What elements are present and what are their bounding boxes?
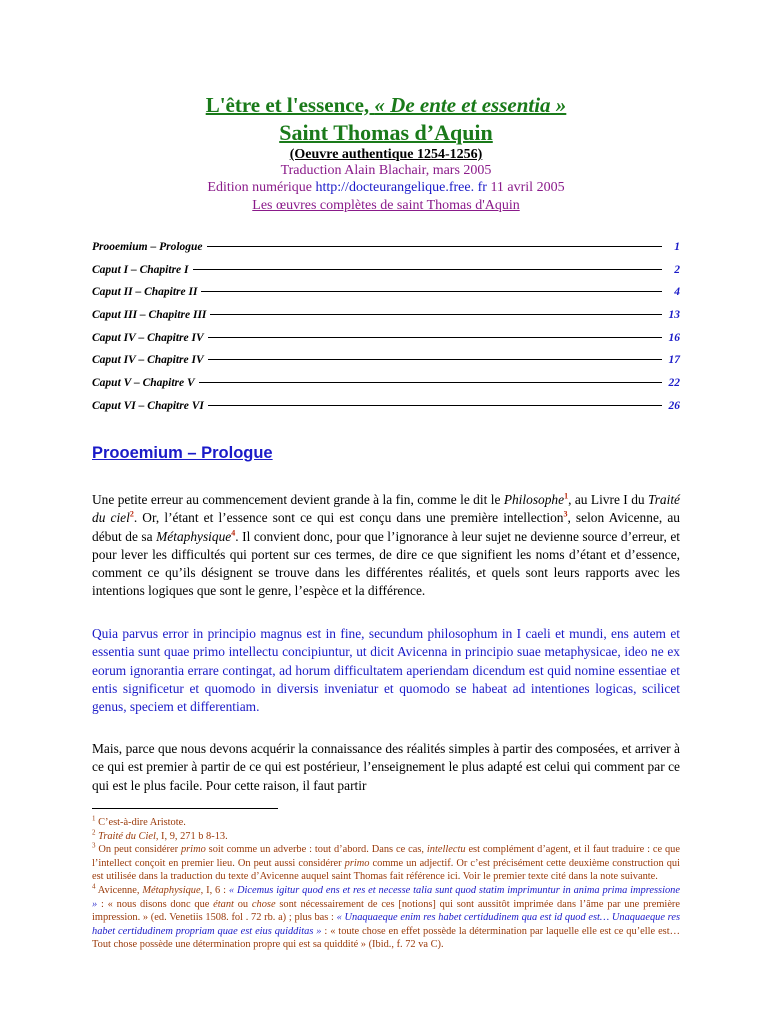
toc-entry[interactable] xyxy=(92,264,680,287)
toc-leader xyxy=(193,269,663,270)
footnotes xyxy=(92,816,680,952)
toc-leader xyxy=(208,337,662,338)
title-latin: « De ente et essentia » xyxy=(374,93,567,117)
author-title: Saint Thomas d’Aquin xyxy=(279,120,493,145)
toc-page[interactable]: 26 xyxy=(668,399,680,412)
footnote-ref[interactable]: 1 xyxy=(564,491,569,501)
paragraph-french-2: Mais, parce que nous devons acquérir la connaissance des réalités simples à partir des composées, et arriver à ce qui est premier à partir de ce qui est postérieur, l’enseignement le plus adapté est celui qui comment par ce qui est le plus facile. Pour cette raison, il faut partir xyxy=(92,741,680,793)
toc-page[interactable]: 1 xyxy=(674,241,680,253)
footnote-text: ou xyxy=(233,898,252,910)
footnote-1 xyxy=(92,816,680,830)
toc-entry[interactable] xyxy=(92,309,680,332)
footnote-ref[interactable]: 3 xyxy=(563,509,568,519)
footnote-3 xyxy=(92,843,680,884)
document-title xyxy=(92,92,680,118)
complete-works-link[interactable]: Les œuvres complètes de saint Thomas d'Aquin xyxy=(252,198,520,213)
section-heading: Prooemium – Prologue xyxy=(92,444,273,462)
paragraph-latin: Quia parvus error in principio magnus est in fine, secundum philosophum in I caeli et mundi, ens autem et essentia sunt quae primo intellectu concipiuntur, ut dicit Avicenna in principio suae metaphysicae, ideo ne ex eorum ignorantia errare contingat, ad horum difficultatem aperiendam dicendum est quid nomine essentiae et entis significetur et quomodo in diversis inveniatur et quomodo se habeat ad intentiones logicas, scilicet genus, speciem et differentiam. xyxy=(92,626,680,715)
footnote-text: est complément d’agent, et il faut traduire : ce que l’intellect conçoit en premier lieu. On peut aussi considérer xyxy=(92,844,680,869)
toc-leader xyxy=(208,405,662,406)
edition-date: 11 avril 2005 xyxy=(486,180,565,195)
footnote-text: comme un adjectif. Or c’est précisément cette deuxième construction qui est utilisée dans la traduction du texte d’Avicenne auquel saint Thomas fait référence ici. Voir le premier texte cité dans la note suivante. xyxy=(92,857,680,883)
toc-label: Caput IV – Chapitre IV xyxy=(92,331,204,344)
toc-label: Caput I – Chapitre I xyxy=(92,263,189,276)
footnote-ref[interactable]: 4 xyxy=(231,528,236,538)
footnote-number: 2 xyxy=(92,828,96,837)
toc-entry[interactable] xyxy=(92,400,680,423)
footnote-italic: Métaphysique xyxy=(142,884,201,896)
footnote-text: sont nécessairement de ces [notions] qui sont aussitôt imprimée dans l’âme par une première impression. » (ed. Venetiis 1508. fol . 72 rb. a) ; plus bas : xyxy=(92,898,681,924)
footnote-divider xyxy=(92,808,278,809)
toc-leader xyxy=(201,291,662,292)
footnote-latin-quote: « Unaquaeque enim res habet certidudinem qua est id quod est… Unaquaeque res habet certidudinem propriam quae est eius quidditas » xyxy=(92,912,680,937)
footnote-ref[interactable]: 2 xyxy=(129,509,134,519)
toc-page[interactable]: 4 xyxy=(674,286,680,299)
toc-page[interactable]: 22 xyxy=(668,377,680,390)
table-of-contents xyxy=(92,241,680,423)
toc-page[interactable]: 16 xyxy=(668,331,680,344)
toc-label: Caput III – Chapitre III xyxy=(92,309,207,322)
toc-page[interactable]: 2 xyxy=(674,263,680,276)
footnote-number: 4 xyxy=(92,882,96,891)
toc-page[interactable]: 17 xyxy=(668,354,680,367)
edition-prefix: Edition numérique xyxy=(207,180,316,195)
footnote-4 xyxy=(92,884,680,952)
toc-entry[interactable] xyxy=(92,241,680,264)
footnote-italic: primo xyxy=(344,857,370,869)
footnote-text: , I, 6 : xyxy=(200,884,229,896)
footnote-italic: étant xyxy=(213,898,234,910)
toc-entry[interactable] xyxy=(92,286,680,309)
footnote-italic: chose xyxy=(251,898,276,910)
text-run: . Il convient donc, pour que l’ignorance à leur sujet ne devienne source d’erreur, et pour lever les difficultés qui portent sur ces termes, de dire ce que signifient les noms d’étant et d’essence, comment ce qu’ils désignent se trouve dans les différentes réalités, et quels sont leurs rapports avec les intentions logiques que sont le genre, l’espèce et la différence. xyxy=(92,528,680,599)
footnote-italic: Traité du Ciel xyxy=(98,830,156,842)
text-run: Une petite erreur au commencement devient grande à la fin, comme le dit le xyxy=(92,492,504,507)
toc-label: Caput VI – Chapitre VI xyxy=(92,399,204,412)
edition-link[interactable]: http://docteurangelique.free. fr xyxy=(315,180,487,195)
text-run: , au Livre I du xyxy=(568,492,648,507)
toc-leader xyxy=(208,359,662,360)
toc-entry[interactable] xyxy=(92,377,680,400)
toc-page[interactable]: 13 xyxy=(668,309,680,322)
footnote-latin-quote: « Dicemus igitur quod ens et res et necesse talia sunt quod statim imprimuntur in anima prima impressione » xyxy=(92,884,680,910)
text-italic: Traité du ciel xyxy=(92,492,680,526)
footnote-text: , I, 9, 271 b 8-13. xyxy=(155,830,228,842)
footnote-text: C’est-à-dire Aristote. xyxy=(95,817,186,828)
toc-label: Caput V – Chapitre V xyxy=(92,377,195,390)
footnote-number: 3 xyxy=(92,841,96,850)
toc-leader xyxy=(207,246,662,247)
edition-note xyxy=(92,180,680,196)
footnote-text: On peut considérer xyxy=(95,844,181,856)
authentic-note: (Oeuvre authentique 1254-1256) xyxy=(289,147,483,162)
toc-entry[interactable] xyxy=(92,332,680,355)
text-italic: Philosophe xyxy=(503,492,565,507)
toc-label: Caput II – Chapitre II xyxy=(92,286,198,299)
footnote-text: Avicenne, xyxy=(95,884,143,896)
title-prefix: L'être et l'essence, xyxy=(205,93,375,117)
footnote-text: : « toute chose en effet possède la détermination par laquelle elle est ce qu’elle est… Tout chose possède une détermination propre qui est sa quiddité » (Ibid., f. 72 va C). xyxy=(92,925,680,951)
text-italic: Métaphysique xyxy=(156,528,232,544)
text-run: , selon Avicenne, au début de sa xyxy=(92,510,680,544)
footnote-number: 1 xyxy=(92,814,96,823)
footnote-italic: primo xyxy=(180,844,206,856)
toc-leader xyxy=(210,314,662,315)
toc-entry[interactable] xyxy=(92,354,680,377)
toc-leader xyxy=(199,382,662,383)
footnote-text: : « nous disons donc que xyxy=(100,898,214,910)
toc-label: Prooemium – Prologue xyxy=(92,241,203,253)
footnote-2 xyxy=(92,830,680,844)
text-run: . Or, l’étant et l’essence sont ce qui est conçu dans une première intellection xyxy=(133,510,564,526)
paragraph-french-1 xyxy=(92,491,680,601)
toc-label: Caput IV – Chapitre IV xyxy=(92,354,204,367)
footnote-italic: intellectu xyxy=(426,844,466,856)
translation-note: Traduction Alain Blachair, mars 2005 xyxy=(280,163,492,178)
footnote-text: soit comme un adverbe : tout d’abord. Dans ce cas, xyxy=(205,844,427,856)
